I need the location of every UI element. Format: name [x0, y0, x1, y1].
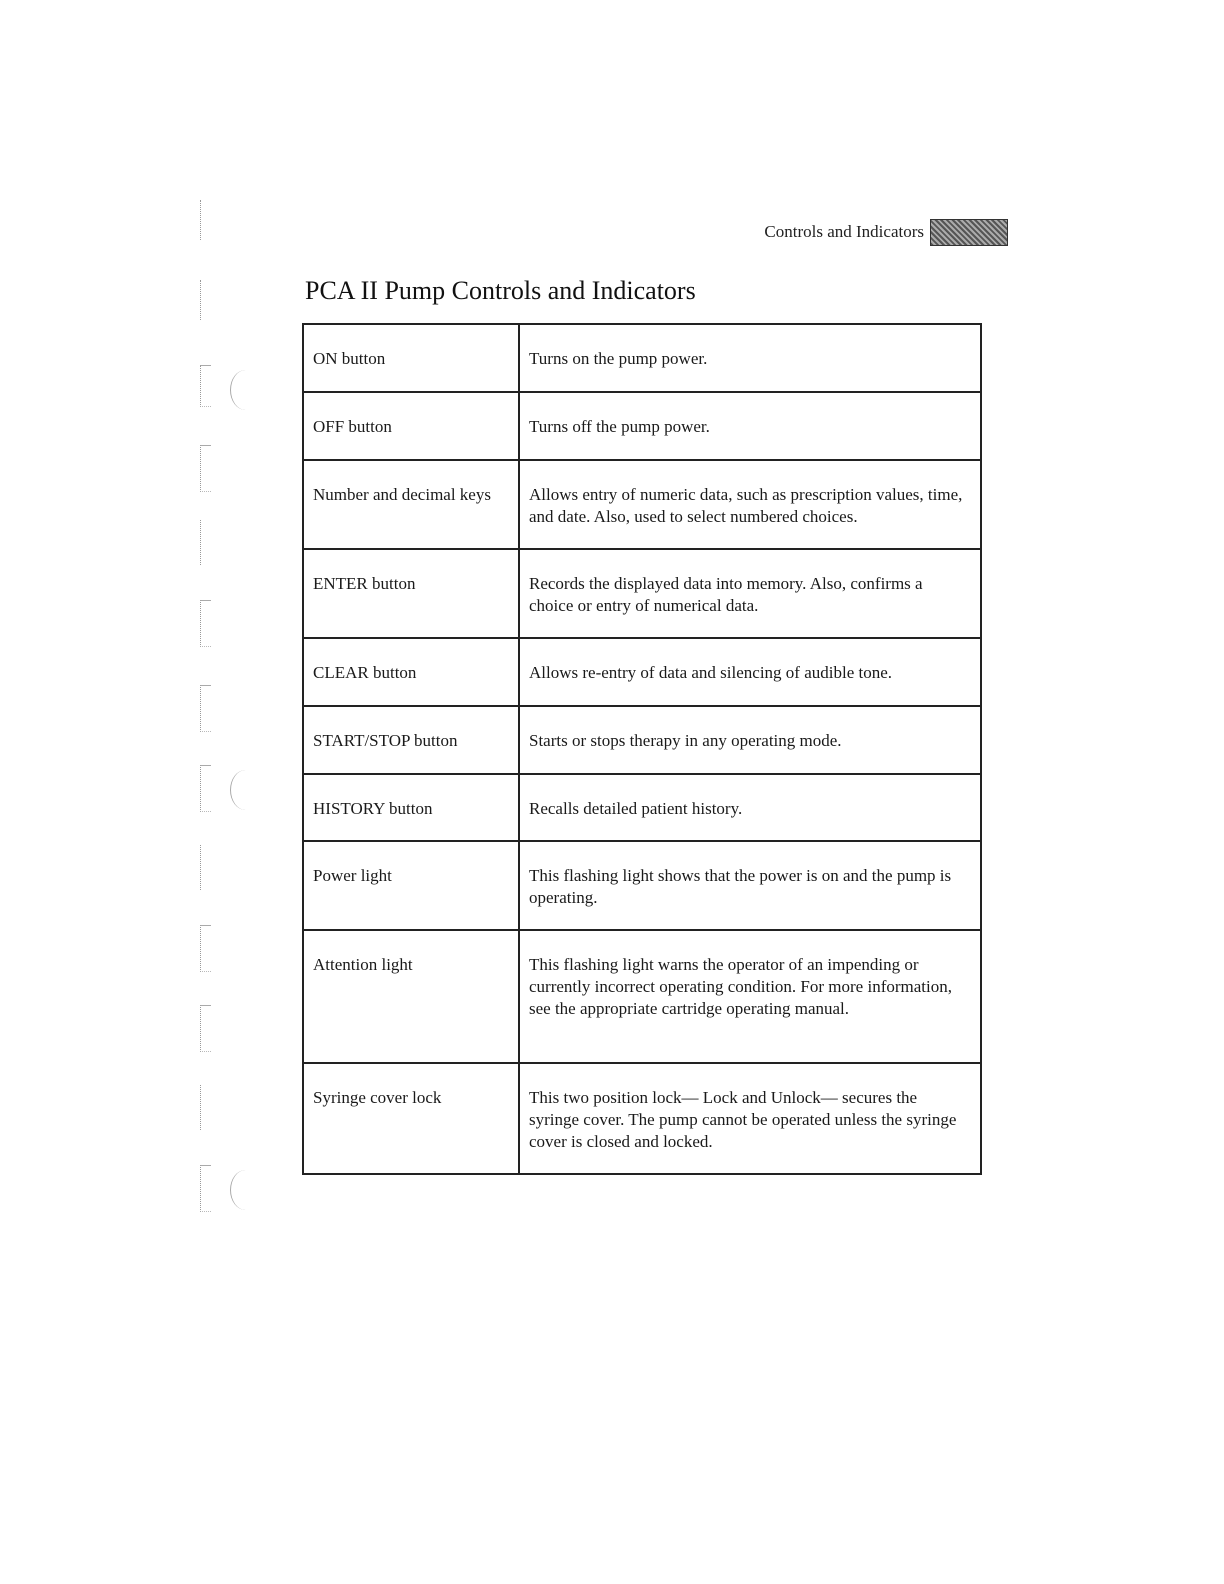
table-row — [303, 392, 981, 460]
control-description: Turns on the pump power. — [519, 324, 981, 392]
table-row — [303, 324, 981, 392]
table-row — [303, 549, 981, 638]
control-name: Number and decimal keys — [303, 460, 519, 549]
control-description: This two position lock— Lock and Unlock— secures the syringe cover. The pump cannot be operated unless the syringe cover is closed and locked. — [519, 1063, 981, 1174]
control-name: ENTER button — [303, 549, 519, 638]
control-name: CLEAR button — [303, 638, 519, 706]
control-description: Allows entry of numeric data, such as prescription values, time, and date. Also, used to select numbered choices. — [519, 460, 981, 549]
page-title: PCA II Pump Controls and Indicators — [305, 276, 696, 305]
controls-table — [302, 323, 982, 1175]
table-row — [303, 930, 981, 1063]
control-name: HISTORY button — [303, 774, 519, 841]
control-name: ON button — [303, 324, 519, 392]
control-name: OFF button — [303, 392, 519, 460]
control-name: START/STOP button — [303, 706, 519, 774]
table-row — [303, 706, 981, 774]
running-head-text: Controls and Indicators — [764, 222, 924, 241]
running-head — [700, 218, 1008, 246]
table-row — [303, 774, 981, 841]
table-row — [303, 1063, 981, 1174]
table-row — [303, 841, 981, 930]
control-description: Allows re-entry of data and silencing of audible tone. — [519, 638, 981, 706]
control-name: Syringe cover lock — [303, 1063, 519, 1174]
control-name: Power light — [303, 841, 519, 930]
control-description: This flashing light warns the operator of an impending or currently incorrect operating condition. For more information, see the appropriate cartridge operating manual. — [519, 930, 981, 1063]
control-description: This flashing light shows that the power is on and the pump is operating. — [519, 841, 981, 930]
control-description: Records the displayed data into memory. Also, confirms a choice or entry of numerical data. — [519, 549, 981, 638]
control-description: Starts or stops therapy in any operating mode. — [519, 706, 981, 774]
control-description: Recalls detailed patient history. — [519, 774, 981, 841]
table-row — [303, 638, 981, 706]
control-name: Attention light — [303, 930, 519, 1063]
table-row — [303, 460, 981, 549]
section-tab-icon — [930, 219, 1008, 246]
binder-hole-marks — [190, 200, 270, 1400]
control-description: Turns off the pump power. — [519, 392, 981, 460]
